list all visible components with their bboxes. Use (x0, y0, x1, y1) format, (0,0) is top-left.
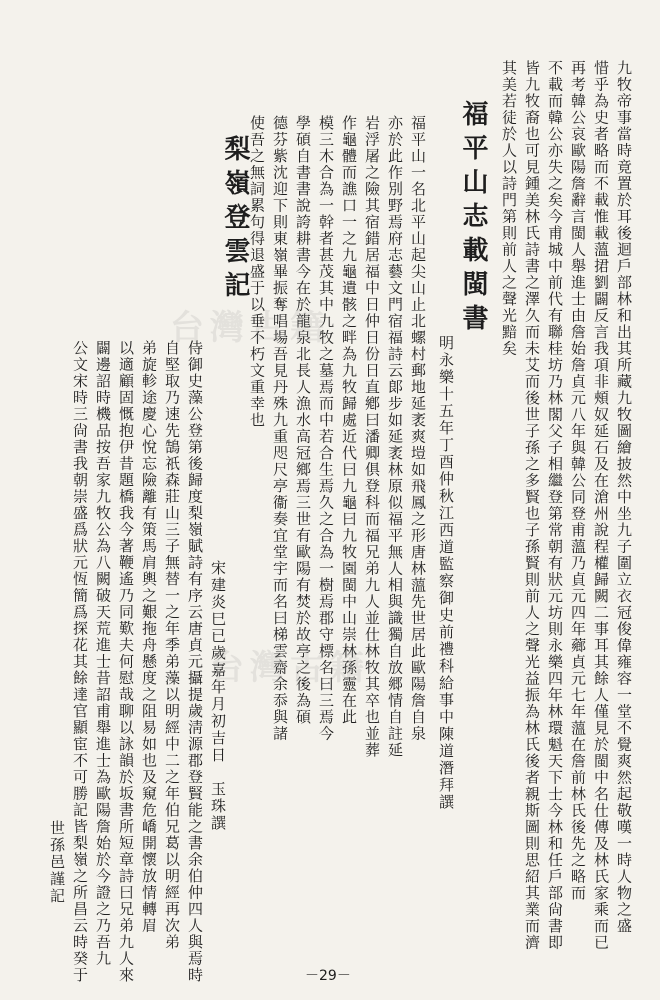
text-column: 闢邊詔時機品按吾家九牧公為八闕破天荒進士昔詔甫舉進士為歐陽詹始於今證之乃吾九 (94, 340, 112, 967)
text-column: 岩浮屠之險其宿錯居福中日仲日份日直鄕曰潘卿俱登科而福兄弟九人並仕林牧其卒也並葬 (363, 115, 381, 759)
watermark: 台灣古籍 (170, 308, 330, 348)
text-column: 使吾之無詞累句得退盛于以垂不朽文重幸也 (248, 115, 266, 429)
page-number: －29－ (305, 968, 351, 984)
text-column: 學碩自書書說誇耕書今在於龍泉北長人漁水高冠鄉焉三世有歐陽有焚於故亭之後為碩 (294, 115, 312, 726)
text-column: 福平山一名北平山起尖山止北螺村郵地延袤爽塏如飛鳳之形唐林薀先世居此歐陽詹自泉 (409, 115, 427, 742)
text-column: 其美若徒於人以詩門第則前人之聲光黯矣 (500, 60, 518, 357)
watermark: 台灣古籍 (210, 648, 370, 688)
text-column: 惜乎為史者略而不載惟載薀捃劉闢反言我項非頰奴延石及在滄州說程權歸闕二事耳其餘人僅見於閩中名仕傳及林氏家乘而已 (592, 60, 610, 951)
text-column: 公文宋時三尙書我朝崇盛爲狀元恆簡爲探花其餘達官顯宦不可勝記皆梨嶺之所昌云時癸于 (71, 340, 89, 984)
text-column: 作龜體而譙口一之九龜遺骸之畔為九牧歸處近代曰九龜曰九牧園閩中山崇林孫靈在此 (340, 115, 358, 726)
text-column: 自堅取乃速先鵠祇森莊山三子無替一之年季弟藻以明經中二之年伯兄葛以明經再次弟 (163, 340, 181, 951)
article-title: 福平山志載閩書 (458, 100, 488, 338)
text-column: 侍御史藻公登第後歸度梨嶺賦詩有序云唐貞元攝提歲淸源郡登賢能之書余伯仲四人與焉時 (186, 340, 204, 984)
text-column: 以適顧固慨抱伊昔題橋我今著鞭遙乃同歎夫何慰哉聊以詠韻於坂書所短章詩曰兄弟九人來 (117, 340, 135, 984)
article-byline: 宋建炎巳已歲嘉年月初吉日 玉珠譔 (209, 560, 227, 832)
text-column: 九牧帝事當時竟置於耳後迴戶部林和出其所藏九牧圖繪披然中坐九子圍立衣冠俊偉雍容一堂不覺爽然起敬嘆一時人物之盛 (615, 60, 633, 935)
text-column: 弟旋軫途慶心悅忘險離有策馬肩輿之艱拖舟懸度之阻易如也及窺危嶠開懷放情轉眉 (140, 340, 158, 934)
text-column: 亦於此作別野焉府志藝文門宿福詩云郞步如延袤林原似福平無人相與識獨自放郷情自註延 (386, 115, 404, 759)
article-title: 梨嶺登雲記 (220, 135, 250, 305)
text-column: 皆九牧裔也可見鍾美林氏詩書之澤久而未艾而後世子孫之多賢也子孫賢則前人之聲光益振為林氏後者親斯圖則思紹其業而濟 (523, 60, 541, 951)
text-column: 再考韓公哀歐陽詹辭言閩人舉進士由詹始詹貞元八年與韓公同登甫薀乃貞元四年薌貞元七年薀在詹前林氏後先之略而 (569, 60, 587, 902)
text-column: 不載而韓公亦失之矣今甫城中前代有聯桂坊乃林閣父子相繼登第常朝有狀元坊則永樂四年林環魁天下士今林和任戶部尙書即 (546, 60, 564, 951)
signature: 世孫邑謹記 (48, 820, 66, 905)
text-column: 模三木合為一幹者甚茂其中九牧之墓焉而中若合生焉久之合為一樹焉郡守標名曰三焉今 (317, 115, 335, 742)
text-column: 德芬紫沈迎下則東嶺畢振奪唱場吾見丹殊九重咫尺亭衞奏宜堂宇而名曰梯雲齋余忝與諸 (271, 115, 289, 742)
article-byline: 明永樂十五年丁酉仲秋江西道監察御史前禮科給事中陳道潛拜譔 (437, 335, 455, 811)
